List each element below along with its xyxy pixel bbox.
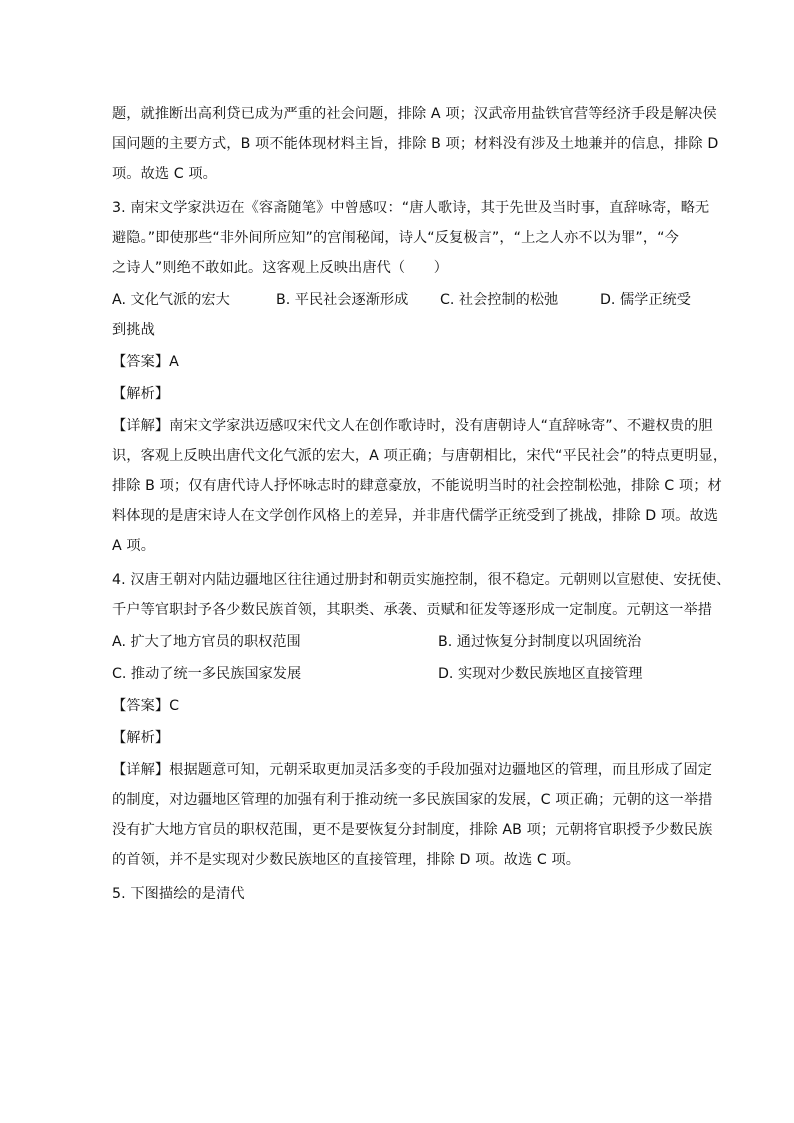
- q3-option-b: B. 平民社会逐渐形成: [276, 292, 409, 308]
- q3-explanation-line-3: 排除 B 项；仅有唐代诗人抒怀咏志时的肆意豪放，不能说明当时的社会控制松弛，排除 C 项；材: [112, 478, 722, 494]
- q3-stem-line-3: 之诗人”则绝不敢如此。这客观上反映出唐代（ ）: [112, 260, 449, 276]
- q3-explanation-line-4: 料体现的是唐宋诗人在文学创作风格上的差异，并非唐代儒学正统受到了挑战，排除 D 项。故选: [112, 508, 719, 524]
- q4-option-d: D. 实现对少数民族地区直接管理: [438, 666, 643, 682]
- q4-explanation-line-4: 的首领，并不是实现对少数民族地区的直接管理，排除 D 项。故选 C 项。: [112, 852, 581, 868]
- q3-explanation-line-2: 识，客观上反映出唐代文化气派的宏大，A 项正确；与唐朝相比，宋代“平民社会”的特点更明显，: [112, 448, 728, 464]
- q4-option-c: C. 推动了统一多民族国家发展: [112, 666, 302, 682]
- q2-explanation-line-2: 国问题的主要方式，B 项不能体现材料主旨，排除 B 项；材料没有涉及土地兼并的信息，排除 D: [112, 136, 719, 152]
- q4-option-b: B. 通过恢复分封制度以巩固统治: [438, 634, 642, 650]
- q4-explanation-line-1: 【详解】根据题意可知，元朝采取更加灵活多变的手段加强对边疆地区的管理，而且形成了固定: [112, 762, 713, 778]
- q4-stem-line-1: 4. 汉唐王朝对内陆边疆地区往往通过册封和朝贡实施控制，很不稳定。元朝则以宣慰使、安抚使、: [112, 572, 731, 588]
- q3-option-c: C. 社会控制的松弛: [440, 292, 559, 308]
- q4-explanation-line-3: 没有扩大地方官员的职权范围，更不是要恢复分封制度，排除 AB 项；元朝将官职授予少数民族: [112, 822, 713, 838]
- q4-explanation-line-2: 的制度，对边疆地区管理的加强有利于推动统一多民族国家的发展，C 项正确；元朝的这一举措: [112, 792, 713, 808]
- q3-option-d-continued: 到挑战: [112, 322, 155, 338]
- q3-explanation-line-5: A 项。: [112, 538, 155, 554]
- q5-stem: 5. 下图描绘的是清代: [112, 886, 245, 902]
- q3-option-d: D. 儒学正统受: [600, 292, 691, 308]
- q4-analysis-label: 【解析】: [112, 730, 170, 746]
- q3-option-a: A. 文化气派的宏大: [112, 292, 230, 308]
- q3-analysis-label: 【解析】: [112, 386, 170, 402]
- q4-answer: 【答案】C: [112, 698, 180, 714]
- q3-stem-line-1: 3. 南宋文学家洪迈在《容斋随笔》中曾感叹：“唐人歌诗，其于先世及当时事，直辞咏寄，略无: [112, 200, 710, 216]
- q2-explanation-line-3: 项。故选 C 项。: [112, 166, 217, 182]
- q4-stem-line-2: 千户等官职封予各少数民族首领，其职类、承袭、贡赋和征发等逐形成一定制度。元朝这一举措: [112, 602, 713, 618]
- q2-explanation-line-1: 题，就推断出高利贷已成为严重的社会问题，排除 A 项；汉武帝用盐铁官营等经济手段是解决侯: [112, 106, 717, 122]
- q3-explanation-line-1: 【详解】南宋文学家洪迈感叹宋代文人在创作歌诗时，没有唐朝诗人“直辞咏寄”、不避权贵的胆: [112, 418, 713, 434]
- q3-answer: 【答案】A: [112, 354, 179, 370]
- q4-option-a: A. 扩大了地方官员的职权范围: [112, 634, 301, 650]
- q3-stem-line-2: 避隐。”即使那些“非外间所应知”的宫闱秘闻，诗人“反复极言”，“上之人亦不以为罪”，“今: [112, 230, 679, 246]
